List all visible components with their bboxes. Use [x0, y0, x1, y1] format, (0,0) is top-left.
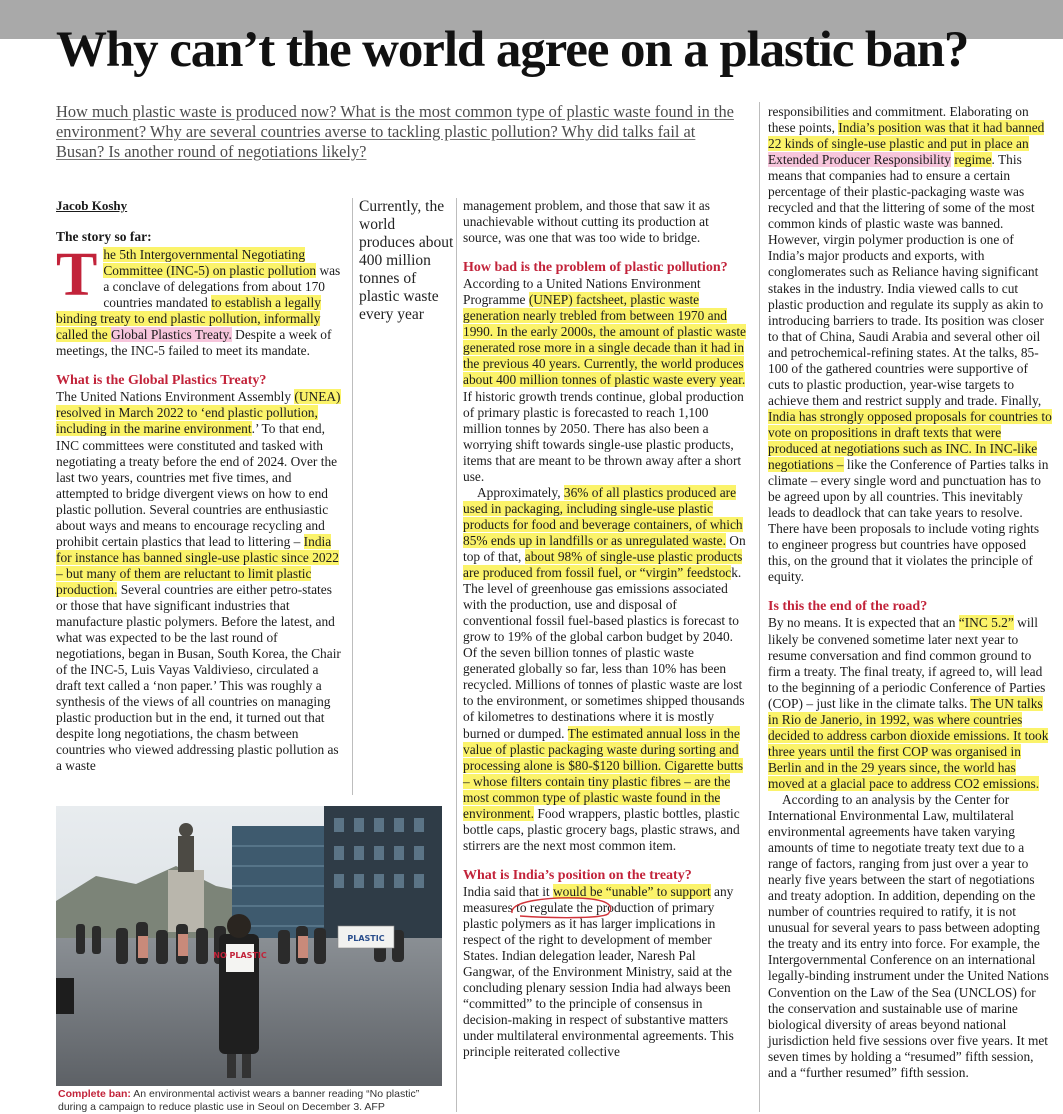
standfirst-q2: Why are several countries averse to tackling plastic pollution? Why did talks fail at Busan? Is another round of negotiations likely? [56, 122, 696, 161]
byline: Jacob Koshy [56, 198, 128, 213]
standfirst [56, 102, 739, 162]
highlighted-text: Extended Producer Responsibility [768, 152, 951, 168]
text-run: like the Conference of Parties talks in climate – every single word and punctuation has to be agreed upon by all countries. This inevitably leads to deadlock that can take years to resolve. There have been proposals to include voting rights to engineer progress but countries have opposed this, on the ground that it violates the principle of equity. [768, 457, 1049, 585]
highlighted-text: to establish a legally binding treaty to end plastic pollution, informally called the [56, 295, 321, 343]
banner-text: NO PLASTIC [213, 951, 267, 960]
text-run: India said that it [463, 883, 553, 899]
column-rule-1 [352, 198, 353, 795]
headline: Why can’t the world agree on a plastic ban? [56, 22, 969, 78]
drop-cap: T [56, 241, 98, 309]
paragraph-treaty [56, 389, 341, 774]
subhead-global-plastics-treaty: What is the Global Plastics Treaty? [56, 373, 267, 389]
text-run: If historic growth trends continue, global production of primary plastic is forecasted to reach 1,100 million tonnes by 2050. There has also been a worrying shift towards single-use plastic products, items that are meant to be thrown away after a short use. [463, 388, 744, 484]
text-run: was a conclave of delegations from about 170 countries mandated [103, 263, 341, 311]
column-rule-3 [759, 102, 760, 1112]
intro-paragraph [56, 241, 341, 359]
subhead-end-of-road: Is this the end of the road? [768, 599, 928, 615]
highlighted-text: 36% of all plastics produced are used in packaging, including single-use plastic products for food and beverage containers, of which 85% ends up in landfills or as unregulated waste. [463, 484, 743, 548]
column-1 [56, 241, 341, 775]
highlighted-text: The estimated annual loss in the value of plastic packaging waste during sorting and processing alone is $80-$120 billion. Cigarette butts – whose filters contain tiny plastic fibres – are the most common type of plastic waste found in the environment. [463, 725, 744, 821]
text-run: Approximately, [477, 484, 564, 500]
text-run: The United Nations Environment Assembly [56, 389, 295, 405]
highlighted-text: The UN talks in Rio de Janerio, in 1992, was where countries decided to address carbon dioxide emissions. It took three years until the first COP was organised in Berlin and in the 29 years since, the world has moved at a glacial pace to address CO2 emissions. [768, 695, 1049, 791]
highlighted-text: regime [954, 152, 992, 168]
text-run: Despite a week of meetings, the INC-5 failed to meet its mandate. [56, 327, 332, 359]
paragraph-packaging [463, 485, 747, 854]
text-run: According to a United Nations Environment Programme [463, 276, 701, 308]
highlighted-text: India’s position was that it had banned 22 kinds of single-use plastic and put in place an [768, 120, 1045, 152]
paragraph-ciel [768, 792, 1052, 1081]
pull-quote: Currently, the world produces about 400 million tonnes of plastic waste every year [359, 198, 454, 323]
protest-sign-text: PLASTIC [347, 934, 385, 943]
caption-text: An environmental activist wears a banner reading “No plastic” during a campaign to reduce plastic use in Seoul on December 3. AFP [58, 1088, 420, 1113]
text-run: responsibilities and commitment. Elaborating on these points, [768, 104, 1029, 136]
text-run: On top of that, [463, 532, 746, 564]
highlighted-text: Global Plastics Treaty. [111, 327, 232, 343]
text-run: k. The level of greenhouse gas emissions associated with the production, use and disposal of conventional fossil fuel-based plastics is forecast to grow to 19% of the global carbon budget by 2040. Of the seven billion tonnes of plastic waste generated globally so far, less than 10% has been recycled. Millions of tonnes of plastic waste are lost to the environment, or sometimes shipped thousands of kilometres to destinations where it is mostly burned or dumped. [463, 565, 745, 741]
subhead-india-position: What is India’s position on the treaty? [463, 867, 692, 883]
highlighted-text: about 98% of single-use plastic products are produced from fossil fuel, or “virgin” feedstoc [463, 548, 743, 581]
highlighted-text: (UNEP) factsheet, plastic waste generation nearly trebled from between 1970 and 1990. In the early 2000s, the amount of plastic waste generated rose more in a single decade than it had in the previous 40 years. Currently, the world produces about 400 million tonnes of plastic waste every year. [463, 292, 746, 388]
paragraph-epr [768, 104, 1052, 585]
column-rule-2 [456, 198, 457, 1112]
story-so-far-label: The story so far: [56, 229, 152, 244]
subhead-problem: How bad is the problem of plastic pollution? [463, 260, 728, 276]
text-run: any measures to regulate the production of primary plastic polymers as it has larger implications in respect of the right to development of member States. Indian delegation leader, Naresh Pal Gangwar, of the Environment Ministry, said at the concluding plenary session India had always been “committed” to the principle of consensus in decision-making in respect of substantive matters under multilateral environmental agreements. This principle reiterated collective [463, 883, 734, 1060]
caption-label: Complete ban: [58, 1088, 131, 1100]
text-run: Several countries are either petro-states or those that have significant industries that manufacture plastic polymers. Before the latest, and what was expected to be the last round of negotiations, began in Busan, South Korea, the Chair of the INC-5, Luis Vayas Valdivieso, circulated a draft text called a ‘non paper.’ This was roughly a synthesis of the views of all countries on managing plastic production but in the end, it turned out that despite long negotiations, the chasm between countries who viewed addressing plastic pollution as a waste [56, 581, 341, 774]
text-run: According to an analysis by the Center for International Environmental Law, multilateral environmental agreements have taken varying amounts of time to negotiate treaty text due to a range of factors, ranging from just over a year to nearly five years between the start of negotiations and treaty adoption. In addition, depending on the number of countries required to ratify, it is not unusual for several years to pass between adopting the treaty and its entry into force. For example, the Intergovernmental Conference on an international legally-binding instrument under the United Nations Convention on the Law of the Sea (UNCLOS) for the conservation and sustainable use of marine biological diversity of areas beyond national jurisdiction held five sessions over five years. It met seven times by holding a “resumed” fifth session, and a “further resumed” fifth session. [768, 791, 1049, 1080]
protest-photo [56, 806, 442, 1086]
paragraph-unep [463, 276, 747, 485]
text-run: . This means that companies had to ensure a certain percentage of their plastic-packaging waste was recycled and that the littering of some of the most common kinds of plastic waste was banned. However, virgin polymer production is one of India’s major products and exports, with conglomerates such as Reliance having significant stakes in the industry. India viewed calls to cut plastic production and regulate its supply as akin to introducing barriers to trade. Its position was closer to that of China, Saudi Arabia and several other oil and petrochemical-refining states. At the talks, 85-100 of the gathered countries were supportive of cuts to plastic production, year-wise targets to achieve them and restrict supply and trade. Finally, [768, 152, 1044, 408]
standfirst-q1: How much plastic waste is produced now? What is the most common type of plastic waste found in the environment? [56, 102, 734, 141]
column-2 [463, 198, 747, 1060]
highlighted-text: “INC 5.2” [958, 615, 1014, 631]
photo-caption [58, 1088, 448, 1114]
text-run: .’ To that end, INC committees were constituted and tasked with negotiating a treaty before the end of 2024. Over the last two years, countries met five times, and attempted to bridge divergent views on how to end plastic pollution. Several countries are enthusiastic about ways and means to encourage recycling and prohibit certain plastics that lead to littering – [56, 421, 338, 549]
text-run: Food wrappers, plastic bottles, plastic bottle caps, plastic grocery bags, plastic straws, and stirrers are the next most common item. [463, 805, 740, 853]
text-run: will likely be convened sometime later next year to resume conversation and find common ground to firm a treaty. The final treaty, if agreed to, will lead to the beginning of a periodic Conference of Parties (COP) – just like in the climate talks. [768, 615, 1046, 711]
highlighted-text: India has strongly opposed proposals for countries to vote on propositions in draft texts that were produced at negotiations such as INC. In INC-like negotiations – [768, 408, 1052, 473]
highlighted-text: he 5th Intergovernmental Negotiating Committee (INC-5) on plastic pollution [103, 247, 317, 279]
highlighted-text: India for instance has banned single-use plastic since 2022 – but many of them are reluctant to limit plastic production. [56, 533, 339, 597]
paragraph-inc52 [768, 615, 1052, 792]
paragraph-lead: management problem, and those that saw it as unachievable without cutting its production at source, was one that was too wide to bridge. [463, 198, 710, 246]
highlighted-text: (UNEA) resolved in March 2022 to ‘end plastic pollution, including in the marine environment [56, 389, 341, 437]
highlighted-text: would be “unable” to support [553, 883, 711, 899]
text-run: By no means. It is expected that an [768, 615, 959, 631]
column-3 [768, 104, 1052, 1081]
paragraph-india [463, 884, 747, 1061]
photo-illustration [56, 806, 442, 1086]
intro-text [56, 241, 341, 359]
